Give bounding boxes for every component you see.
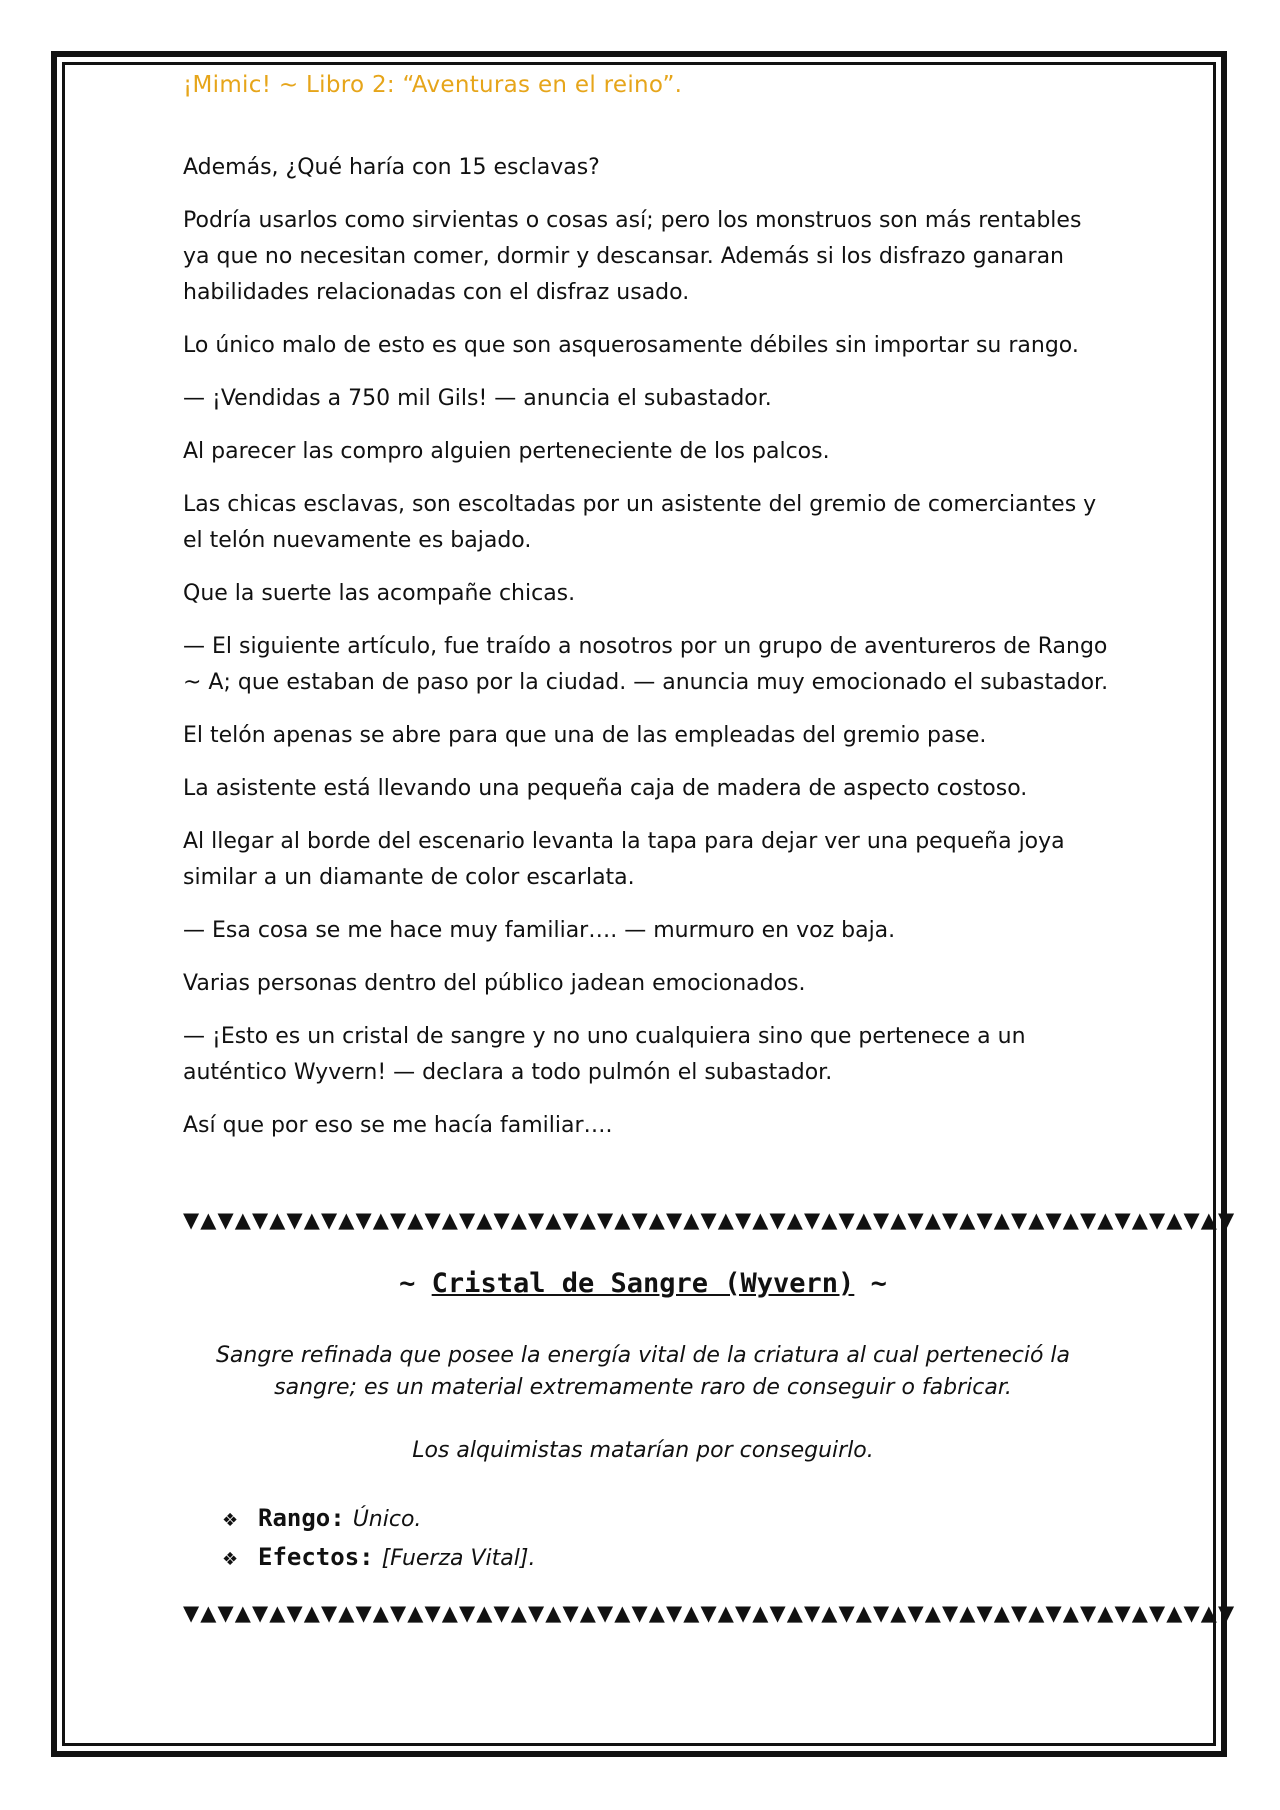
title-text: Cristal de Sangre (Wyvern) xyxy=(431,1268,855,1299)
title-prefix: ~ xyxy=(399,1268,432,1299)
paragraph: Así que por eso se me hacía familiar…. xyxy=(183,1113,613,1138)
paragraph: Podría usarlos como sirvientas o cosas así; pero los monstruos son más rentables ya que no necesitan comer, dormir y descansar. Además si los disfrazo ganaran habilidades relacionadas con el disfraz usado. xyxy=(183,208,1082,305)
story-body xyxy=(183,150,1113,1161)
paragraph: Lo único malo de esto es que son asquerosamente débiles sin importar su rango. xyxy=(183,333,1079,358)
triangle-separator-bottom: ▼▲▼▲▼▲▼▲▼▲▼▲▼▲▼▲▼▲▼▲▼▲▼▲▼▲▼▲▼▲▼▲▼▲▼▲▼▲▼▲▼▲▼▲▼▲▼▲▼▲▼▲▼▲▼▲▼▲▼▲▼ xyxy=(183,1601,1236,1625)
attribute-rango xyxy=(222,1500,535,1539)
attribute-label: Rango: xyxy=(258,1504,345,1532)
item-attributes xyxy=(222,1500,535,1578)
paragraph: Además, ¿Qué haría con 15 esclavas? xyxy=(183,155,600,180)
attribute-value: Único. xyxy=(352,1507,422,1532)
diamond-bullet-icon: ❖ xyxy=(222,1510,239,1531)
title-suffix: ~ xyxy=(854,1268,887,1299)
item-title xyxy=(183,1268,1103,1299)
paragraph: — El siguiente artículo, fue traído a nosotros por un grupo de aventureros de Rango ~ A; que estaban de paso por la ciudad. — anuncia muy emocionado el subastador. xyxy=(183,634,1109,695)
paragraph: Varias personas dentro del público jadean emocionados. xyxy=(183,971,806,996)
paragraph: El telón apenas se abre para que una de las empleadas del gremio pase. xyxy=(183,723,987,748)
paragraph: — ¡Esto es un cristal de sangre y no uno cualquiera sino que pertenece a un auténtico Wyvern! — declara a todo pulmón el subastador. xyxy=(183,1024,1026,1085)
diamond-bullet-icon: ❖ xyxy=(222,1549,239,1570)
attribute-efectos xyxy=(222,1539,535,1578)
running-header: ¡Mimic! ~ Libro 2: “Aventuras en el reino”. xyxy=(183,72,683,98)
item-note: Los alquimistas matarían por conseguirlo. xyxy=(412,1438,874,1463)
paragraph: Al parecer las compro alguien perteneciente de los palcos. xyxy=(183,439,830,464)
paragraph: — ¡Vendidas a 750 mil Gils! — anuncia el subastador. xyxy=(183,386,772,411)
attribute-value: [Fuerza Vital]. xyxy=(381,1546,536,1571)
paragraph: Las chicas esclavas, son escoltadas por un asistente del gremio de comerciantes y el telón nuevamente es bajado. xyxy=(183,492,1097,553)
triangle-separator-top: ▼▲▼▲▼▲▼▲▼▲▼▲▼▲▼▲▼▲▼▲▼▲▼▲▼▲▼▲▼▲▼▲▼▲▼▲▼▲▼▲▼▲▼▲▼▲▼▲▼▲▼▲▼▲▼▲▼▲▼▲▼ xyxy=(183,1208,1236,1232)
paragraph: La asistente está llevando una pequeña caja de madera de aspecto costoso. xyxy=(183,776,1028,801)
paragraph: — Esa cosa se me hace muy familiar…. — murmuro en voz baja. xyxy=(183,918,896,943)
attribute-label: Efectos: xyxy=(258,1543,374,1571)
item-description: Sangre refinada que posee la energía vital de la criatura al cual perteneció la sangre; es un material extremamente raro de conseguir o fabricar. xyxy=(215,1343,1071,1400)
paragraph: Que la suerte las acompañe chicas. xyxy=(183,581,576,606)
paragraph: Al llegar al borde del escenario levanta la tapa para dejar ver una pequeña joya similar a un diamante de color escarlata. xyxy=(183,829,1065,890)
